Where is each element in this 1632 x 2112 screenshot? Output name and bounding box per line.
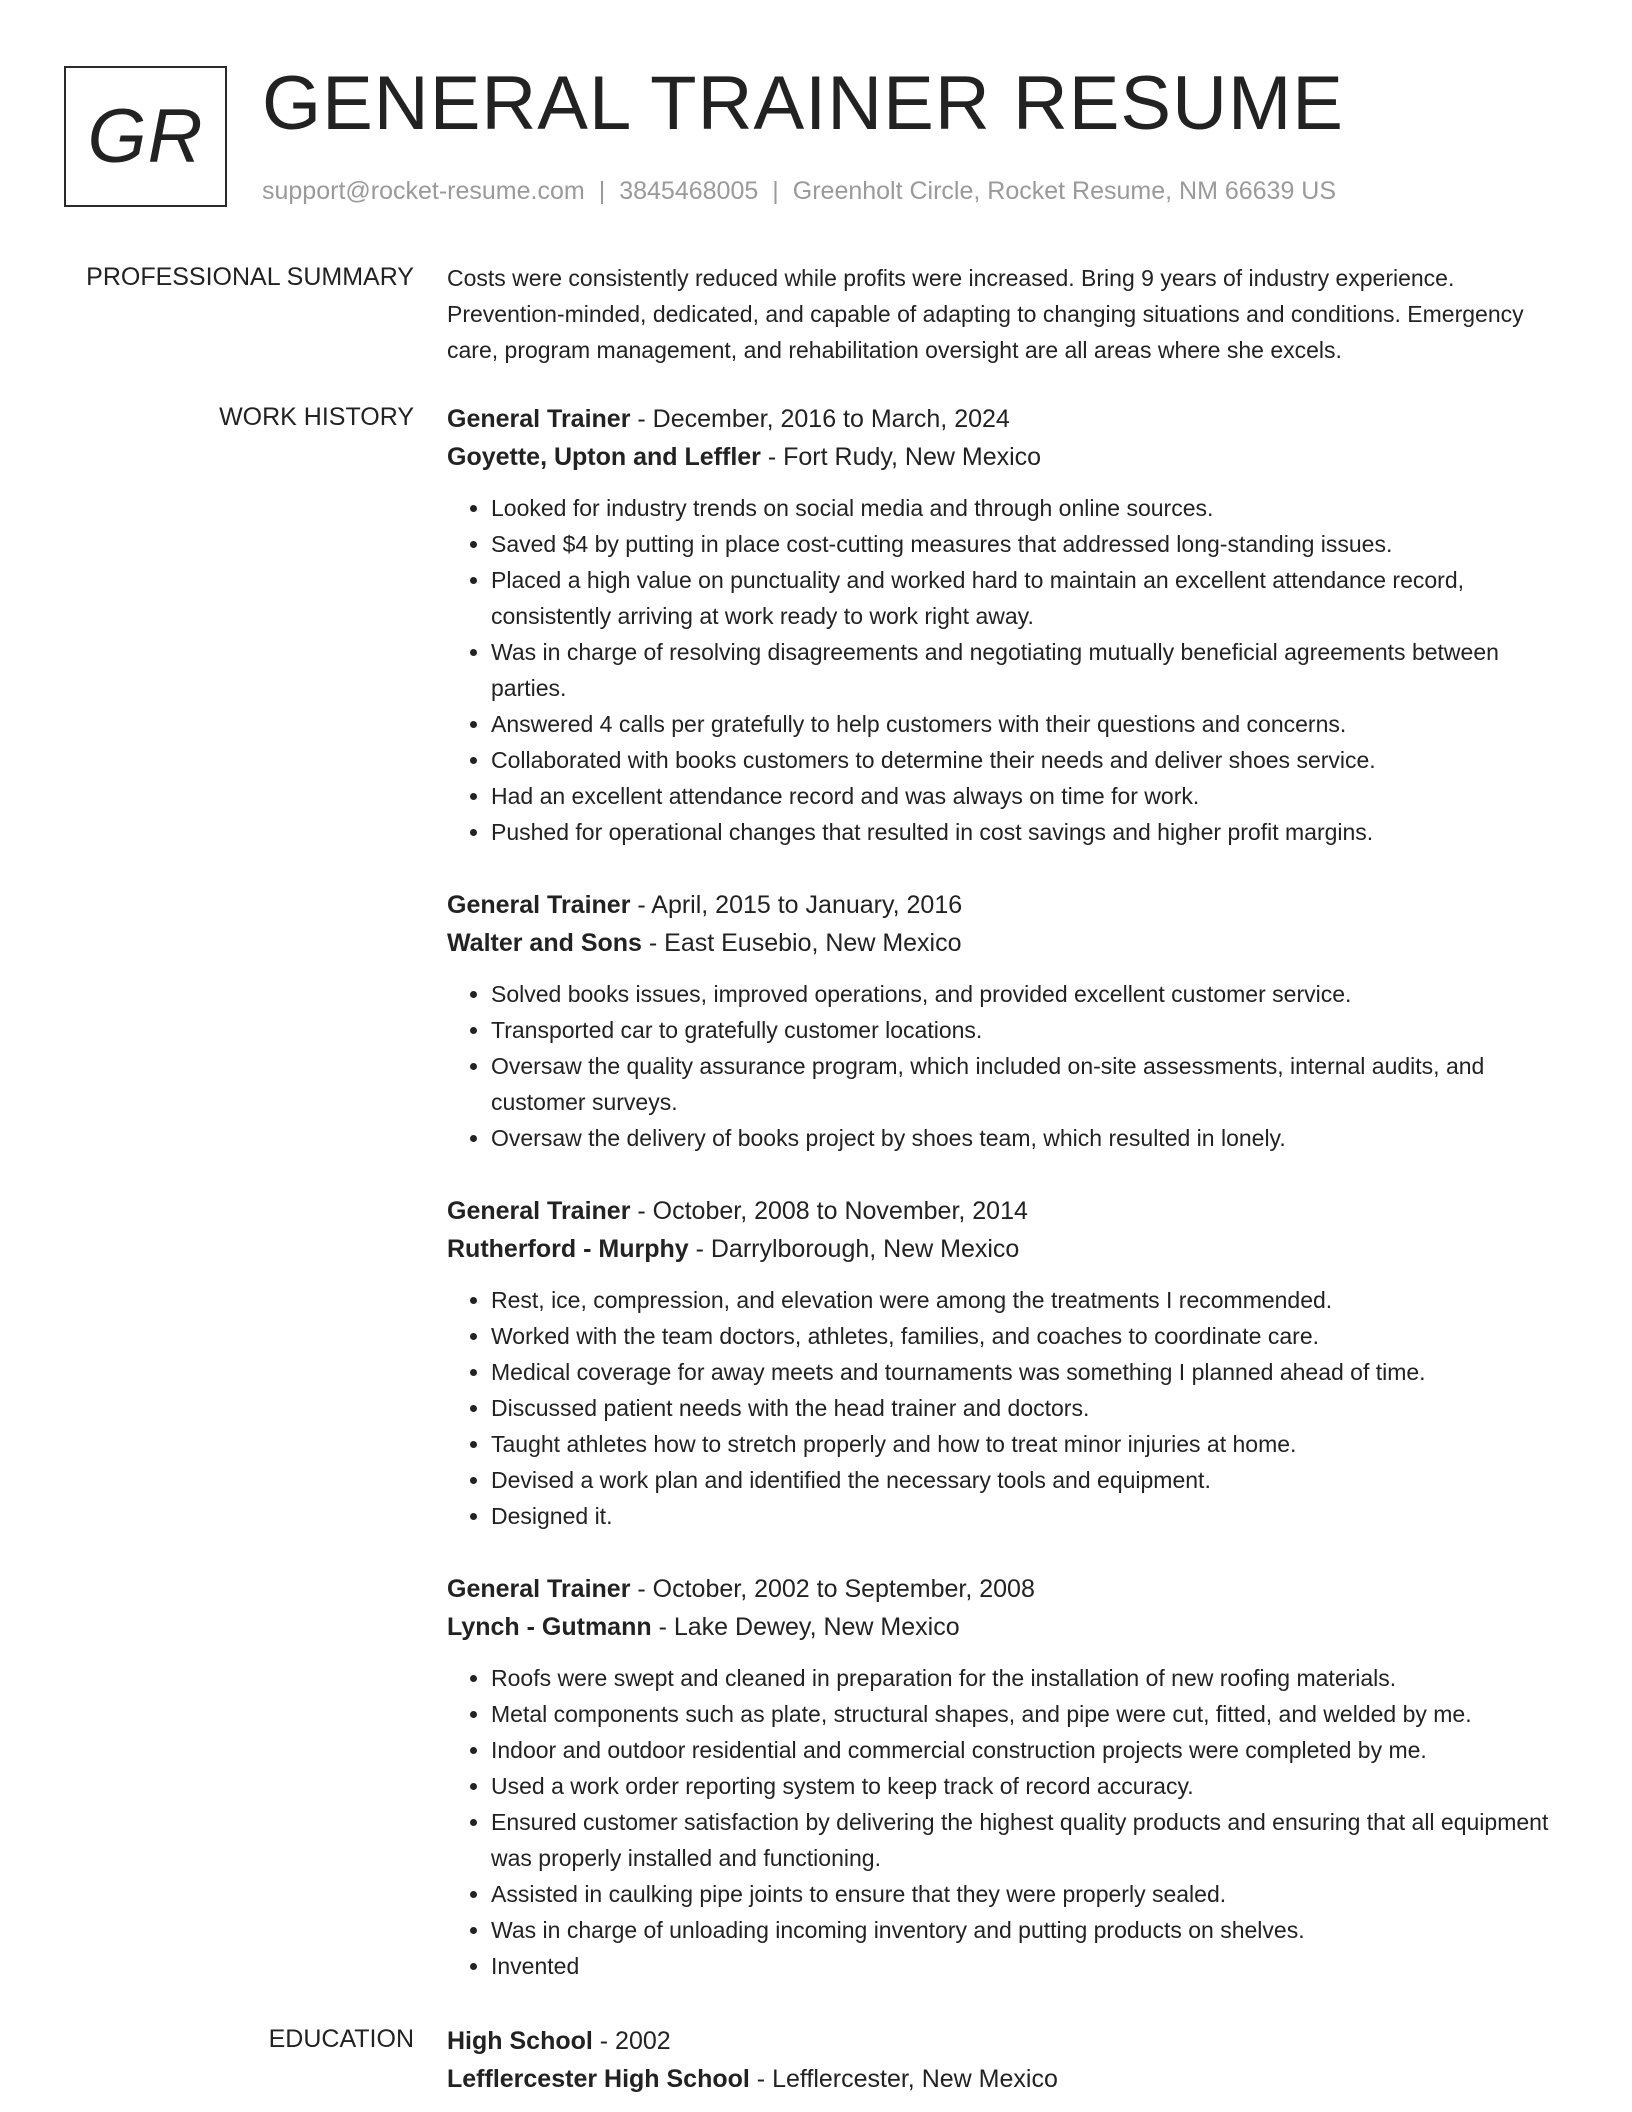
list-item: • Looked for industry trends on social media and through online sources. <box>491 490 1567 526</box>
list-item: • Devised a work plan and identified the necessary tools and equipment. <box>491 1462 1567 1498</box>
list-item: • Was in charge of unloading incoming inventory and putting products on shelves. <box>491 1912 1567 1948</box>
education-school: Lefflercester High School <box>447 2065 750 2093</box>
list-item: • Collaborated with books customers to determine their needs and deliver shoes service. <box>491 742 1567 778</box>
job-entry <box>447 886 1567 1156</box>
job-bullets <box>447 1282 1567 1534</box>
separator: | <box>772 177 779 205</box>
list-item: • Had an excellent attendance record and was always on time for work. <box>491 778 1567 814</box>
job-dates: - April, 2015 to January, 2016 <box>630 891 963 919</box>
education-degree-line <box>447 2022 1567 2060</box>
list-item: • Taught athletes how to stretch properly and how to treat minor injuries at home. <box>491 1426 1567 1462</box>
list-item: • Designed it. <box>491 1498 1567 1534</box>
job-title-line <box>447 1570 1567 1608</box>
job-title-line <box>447 1192 1567 1230</box>
separator: | <box>598 177 606 205</box>
list-item: • Assisted in caulking pipe joints to ensure that they were properly sealed. <box>491 1876 1567 1912</box>
list-item: • Indoor and outdoor residential and commercial construction projects were completed by me. <box>491 1732 1567 1768</box>
list-item: • Rest, ice, compression, and elevation were among the treatments I recommended. <box>491 1282 1567 1318</box>
list-item: • Invented <box>491 1948 1567 1984</box>
education-degree: High School <box>447 2027 593 2055</box>
job-location: - East Eusebio, New Mexico <box>641 929 962 957</box>
summary-text: Costs were consistently reduced while profits were increased. Bring 9 years of industry experience. Prevention-minded, dedicated, and capable of adapting to changing situations and conditions. Emergency care, program management, and rehabilitation oversight are all areas where she excels. <box>447 265 1524 363</box>
job-title-line <box>447 886 1567 924</box>
list-item: • Ensured customer satisfaction by delivering the highest quality products and ensuring that all equipment was properly installed and functioning. <box>491 1804 1567 1876</box>
job-dates: - December, 2016 to March, 2024 <box>630 405 1010 433</box>
job-title: General Trainer <box>447 1575 631 1603</box>
list-item: • Oversaw the delivery of books project by shoes team, which resulted in lonely. <box>491 1120 1567 1156</box>
job-title: General Trainer <box>447 1197 631 1225</box>
job-location: - Darrylborough, New Mexico <box>688 1235 1020 1263</box>
list-item: • Oversaw the quality assurance program, which included on-site assessments, internal audits, and customer surveys. <box>491 1048 1567 1120</box>
phone-number: 3845468005 <box>619 177 759 205</box>
job-location: - Lake Dewey, New Mexico <box>651 1613 960 1641</box>
list-item: • Metal components such as plate, structural shapes, and pipe were cut, fitted, and welded by me. <box>491 1696 1567 1732</box>
job-dates: - October, 2002 to September, 2008 <box>630 1575 1035 1603</box>
job-list <box>447 400 1567 2020</box>
job-title: General Trainer <box>447 405 631 433</box>
address: Greenholt Circle, Rocket Resume, NM 66639 US <box>792 177 1337 205</box>
list-item: • Medical coverage for away meets and tournaments was something I planned ahead of time. <box>491 1354 1567 1390</box>
education-location: - Lefflercester, New Mexico <box>749 2065 1058 2093</box>
page-title: GENERAL TRAINER RESUME <box>262 61 1344 146</box>
job-entry <box>447 1570 1567 1984</box>
list-item: • Discussed patient needs with the head trainer and doctors. <box>491 1390 1567 1426</box>
list-item: • Pushed for operational changes that resulted in cost savings and higher profit margins. <box>491 814 1567 850</box>
email-link[interactable]: support@rocket-resume.com <box>262 177 585 205</box>
list-item: • Roofs were swept and cleaned in preparation for the installation of new roofing materials. <box>491 1660 1567 1696</box>
list-item: • Answered 4 calls per gratefully to help customers with their questions and concerns. <box>491 706 1567 742</box>
job-company-line <box>447 924 1567 962</box>
list-item: • Worked with the team doctors, athletes, families, and coaches to coordinate care. <box>491 1318 1567 1354</box>
job-bullets <box>447 1660 1567 1984</box>
job-bullets <box>447 976 1567 1156</box>
section-label-education: EDUCATION <box>268 2025 414 2053</box>
job-company: Walter and Sons <box>447 929 642 957</box>
section-label-work: WORK HISTORY <box>219 403 414 431</box>
list-item: • Used a work order reporting system to keep track of record accuracy. <box>491 1768 1567 1804</box>
list-item: • Was in charge of resolving disagreements and negotiating mutually beneficial agreements between parties. <box>491 634 1567 706</box>
job-dates: - October, 2008 to November, 2014 <box>630 1197 1028 1225</box>
education-year: - 2002 <box>592 2027 671 2055</box>
job-title-line <box>447 400 1567 438</box>
job-company-line <box>447 1608 1567 1646</box>
list-item: • Transported car to gratefully customer locations. <box>491 1012 1567 1048</box>
job-company-line <box>447 1230 1567 1268</box>
job-location: - Fort Rudy, New Mexico <box>760 443 1042 471</box>
job-company: Rutherford - Murphy <box>447 1235 689 1263</box>
job-company: Lynch - Gutmann <box>447 1613 652 1641</box>
contact-line <box>262 174 1336 208</box>
job-company: Goyette, Upton and Leffler <box>447 443 761 471</box>
job-title: General Trainer <box>447 891 631 919</box>
monogram: GR <box>64 66 227 207</box>
job-entry <box>447 1192 1567 1534</box>
section-label-summary: PROFESSIONAL SUMMARY <box>86 263 414 291</box>
job-entry <box>447 400 1567 850</box>
education-school-line <box>447 2060 1567 2098</box>
list-item: • Solved books issues, improved operations, and provided excellent customer service. <box>491 976 1567 1012</box>
job-bullets <box>447 490 1567 850</box>
list-item: • Saved $4 by putting in place cost-cutting measures that addressed long-standing issues. <box>491 526 1567 562</box>
list-item: • Placed a high value on punctuality and worked hard to maintain an excellent attendance record, consistently arriving at work ready to work right away. <box>491 562 1567 634</box>
job-company-line <box>447 438 1567 476</box>
